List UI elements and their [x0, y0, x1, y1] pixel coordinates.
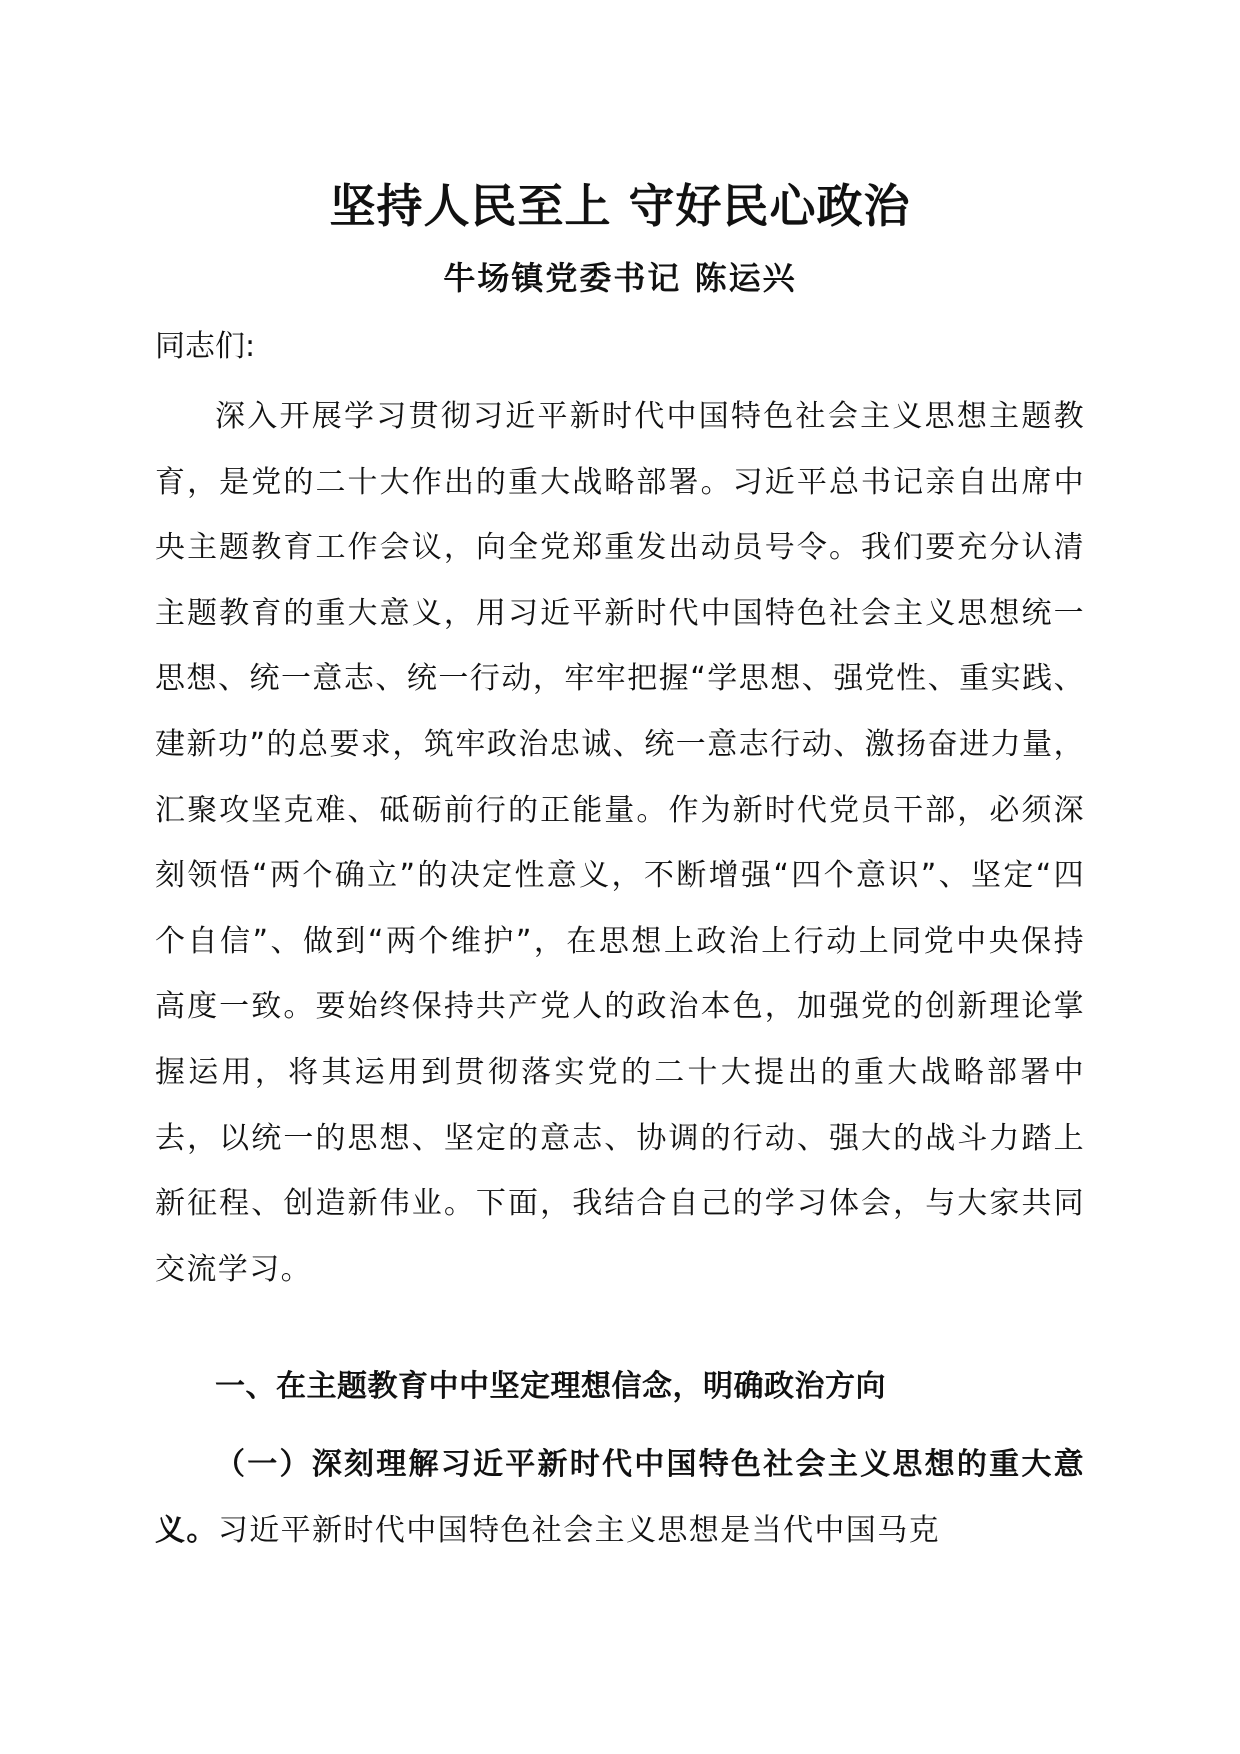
subsection-paragraph-1 — [155, 1432, 1085, 1564]
greeting: 同志们: — [155, 329, 256, 364]
document-title: 坚持人民至上 守好民心政治 — [329, 179, 911, 233]
subsection-text-1: 习近平新时代中国特色社会主义思想是当代中国马克 — [217, 1513, 941, 1548]
subsection-heading-1: （一）深刻理解习近平新时代中国特色社会主义思想的重大意义。 — [155, 1447, 1085, 1548]
document-author: 牛场镇党委书记 陈运兴 — [443, 259, 797, 297]
intro-paragraph: 深入开展学习贯彻习近平新时代中国特色社会主义思想主题教育，是党的二十大作出的重大战略部署。习近平总书记亲自出席中央主题教育工作会议，向全党郑重发出动员号令。我们要充分认清主题教育的重大意义，用习近平新时代中国特色社会主义思想统一思想、统一意志、统一行动，牢牢把握“学思想、强党性、重实践、建新功”的总要求，筑牢政治忠诚、统一意志行动、激扬奋进力量，汇聚攻坚克难、砥砺前行的正能量。作为新时代党员干部，必须深刻领悟“两个确立”的决定性意义，不断增强“四个意识”、坚定“四个自信”、做到“两个维护”，在思想上政治上行动上同党中央保持高度一致。要始终保持共产党人的政治本色，加强党的创新理论掌握运用，将其运用到贯彻落实党的二十大提出的重大战略部署中去，以统一的思想、坚定的意志、协调的行动、强大的战斗力踏上新征程、创造新伟业。下面，我结合自己的学习体会，与大家共同交流学习。 — [155, 399, 1085, 1287]
section-heading-1: 一、在主题教育中中坚定理想信念，明确政治方向 — [215, 1369, 886, 1404]
